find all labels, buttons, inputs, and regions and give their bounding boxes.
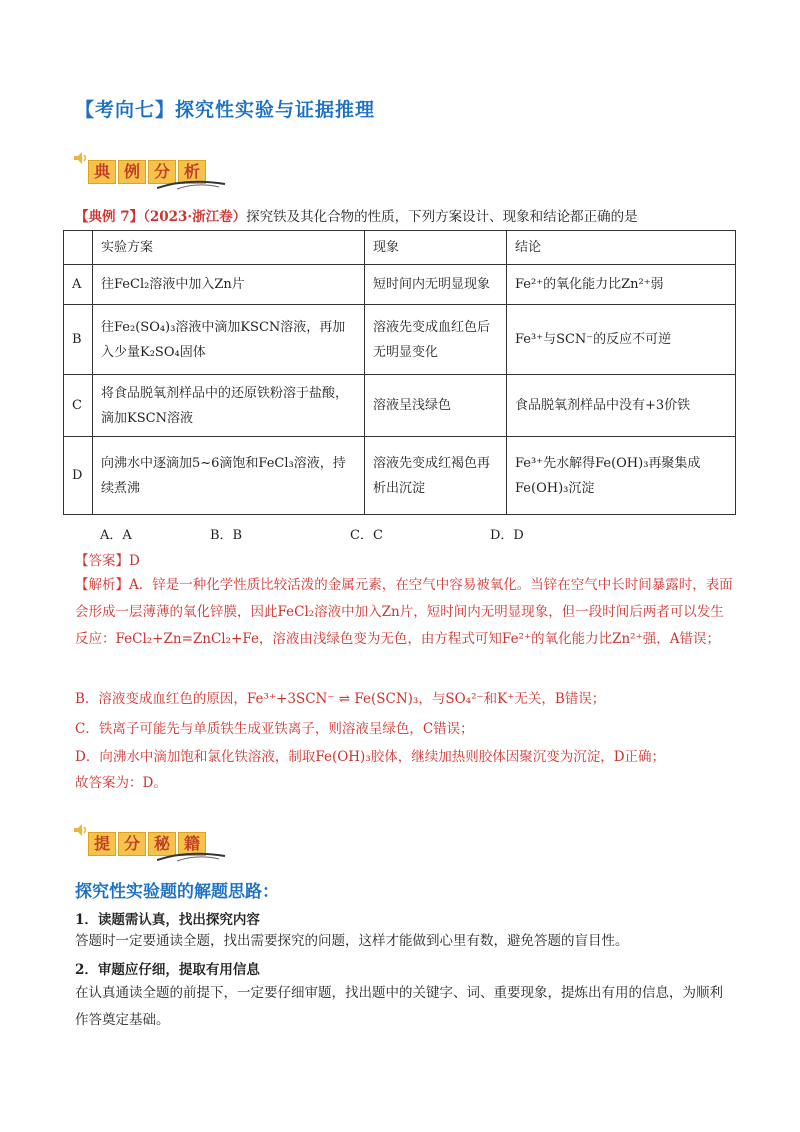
table-row: [64, 265, 736, 305]
banner-char: 例: [118, 160, 146, 184]
banner-char: 分: [118, 832, 146, 856]
tip-2-text: 在认真通读全题的前提下，一定要仔细审题，找出题中的关键字、词、重要现象，提炼出有用的信息，为顺利作答奠定基础。: [75, 985, 723, 1028]
analysis-p4: D．向沸水中滴加饱和氯化铁溶液，制取Fe(OH)₃胶体，继续加热则胶体因聚沉变为沉淀，D正确；: [75, 749, 666, 765]
table-row: [64, 305, 736, 375]
question-text: 探究铁及其化合物的性质，下列方案设计、现象和结论都正确的是: [246, 209, 638, 225]
row-label: C: [64, 375, 93, 437]
conclusion-cell: Fe³⁺与SCN⁻的反应不可逆: [507, 305, 736, 375]
row-label: D: [64, 437, 93, 515]
banner-char: 析: [178, 160, 206, 184]
banner-char: 提: [88, 832, 116, 856]
phenomenon-cell: 溶液先变成红褐色再析出沉淀: [365, 437, 507, 515]
row-label: B: [64, 305, 93, 375]
analysis-p5: 故答案为：D。: [75, 775, 167, 791]
swoosh-decoration: [157, 848, 227, 864]
phenomenon-cell: 溶液呈浅绿色: [365, 375, 507, 437]
question-source: （2023·浙江卷）: [143, 209, 247, 225]
table-header-cell: 实验方案: [93, 231, 365, 265]
choice-b: B．B: [210, 528, 243, 543]
plan-cell: 往Fe₂(SO₄)₃溶液中滴加KSCN溶液，再加入少量K₂SO₄固体: [93, 305, 365, 375]
conclusion-cell: Fe²⁺的氧化能力比Zn²⁺弱: [507, 265, 736, 305]
banner-char: 籍: [178, 832, 206, 856]
answer-value: D: [129, 553, 140, 569]
analysis-text: A．锌是一种化学性质比较活泼的金属元素，在空气中容易被氧化。当锌在空气中长时间暴露时，表面会形成一层薄薄的氧化锌膜，因此FeCl₂溶液中加入Zn片，短时间内无明显现象，但一段时间后两者可以发生反应：FeCl₂+Zn=ZnCl₂+Fe，溶液由浅绿色变为无色，由方程式可知Fe²⁺的氧化能力比Zn²⁺强，A错误；: [75, 577, 733, 647]
banner-char: 分: [148, 160, 176, 184]
question-tag: 【典例 7】: [75, 209, 144, 225]
table-header-cell: 现象: [365, 231, 507, 265]
choice-d: D．D: [490, 528, 524, 543]
plan-cell: 往FeCl₂溶液中加入Zn片: [93, 265, 365, 305]
analysis-p2: B．溶液变成血红色的原因，Fe³⁺+3SCN⁻ ⇌ Fe(SCN)₃，与SO₄²⁻和K⁺无关，B错误；: [75, 691, 606, 707]
table-header-cell: [64, 231, 93, 265]
conclusion-cell: 食品脱氧剂样品中没有+3价铁: [507, 375, 736, 437]
tip-2-title: 2．审题应仔细，提取有用信息: [75, 962, 260, 978]
analysis-p1: [75, 572, 735, 653]
answer-line: [75, 549, 140, 569]
question-stem: [75, 205, 638, 225]
table-row: [64, 437, 736, 515]
swoosh-decoration: [157, 176, 227, 192]
row-label: A: [64, 265, 93, 305]
choice-c: C．C: [350, 528, 383, 543]
speaker-icon: [72, 822, 88, 838]
banner-tips: [72, 822, 232, 866]
speaker-icon: [72, 150, 88, 166]
tips-heading: 探究性实验题的解题思路：: [75, 882, 279, 902]
answer-label: 【答案】: [75, 553, 129, 569]
analysis-p3: C．铁离子可能先与单质铁生成亚铁离子，则溶液呈绿色，C错误；: [75, 721, 474, 737]
banner-example-analysis: [72, 150, 232, 194]
banner-char: 典: [88, 160, 116, 184]
experiment-table: [63, 230, 736, 515]
plan-cell: 将食品脱氧剂样品中的还原铁粉溶于盐酸，滴加KSCN溶液: [93, 375, 365, 437]
phenomenon-cell: 短时间内无明显现象: [365, 265, 507, 305]
conclusion-cell: Fe³⁺先水解得Fe(OH)₃再聚集成Fe(OH)₃沉淀: [507, 437, 736, 515]
choice-a: A．A: [100, 528, 132, 543]
banner-char: 秘: [148, 832, 176, 856]
table-header-row: [64, 231, 736, 265]
tip-1-text: 答题时一定要通读全题，找出需要探究的问题，这样才能做到心里有数，避免答题的盲目性。: [75, 933, 629, 949]
table-header-cell: 结论: [507, 231, 736, 265]
plan-cell: 向沸水中逐滴加5~6滴饱和FeCl₃溶液，持续煮沸: [93, 437, 365, 515]
tip-1-title: 1．读题需认真，找出探究内容: [75, 912, 260, 928]
section-title: 【考向七】探究性实验与证据推理: [75, 99, 376, 121]
analysis-label: 【解析】: [75, 577, 129, 593]
table-row: [64, 375, 736, 437]
phenomenon-cell: 溶液先变成血红色后无明显变化: [365, 305, 507, 375]
